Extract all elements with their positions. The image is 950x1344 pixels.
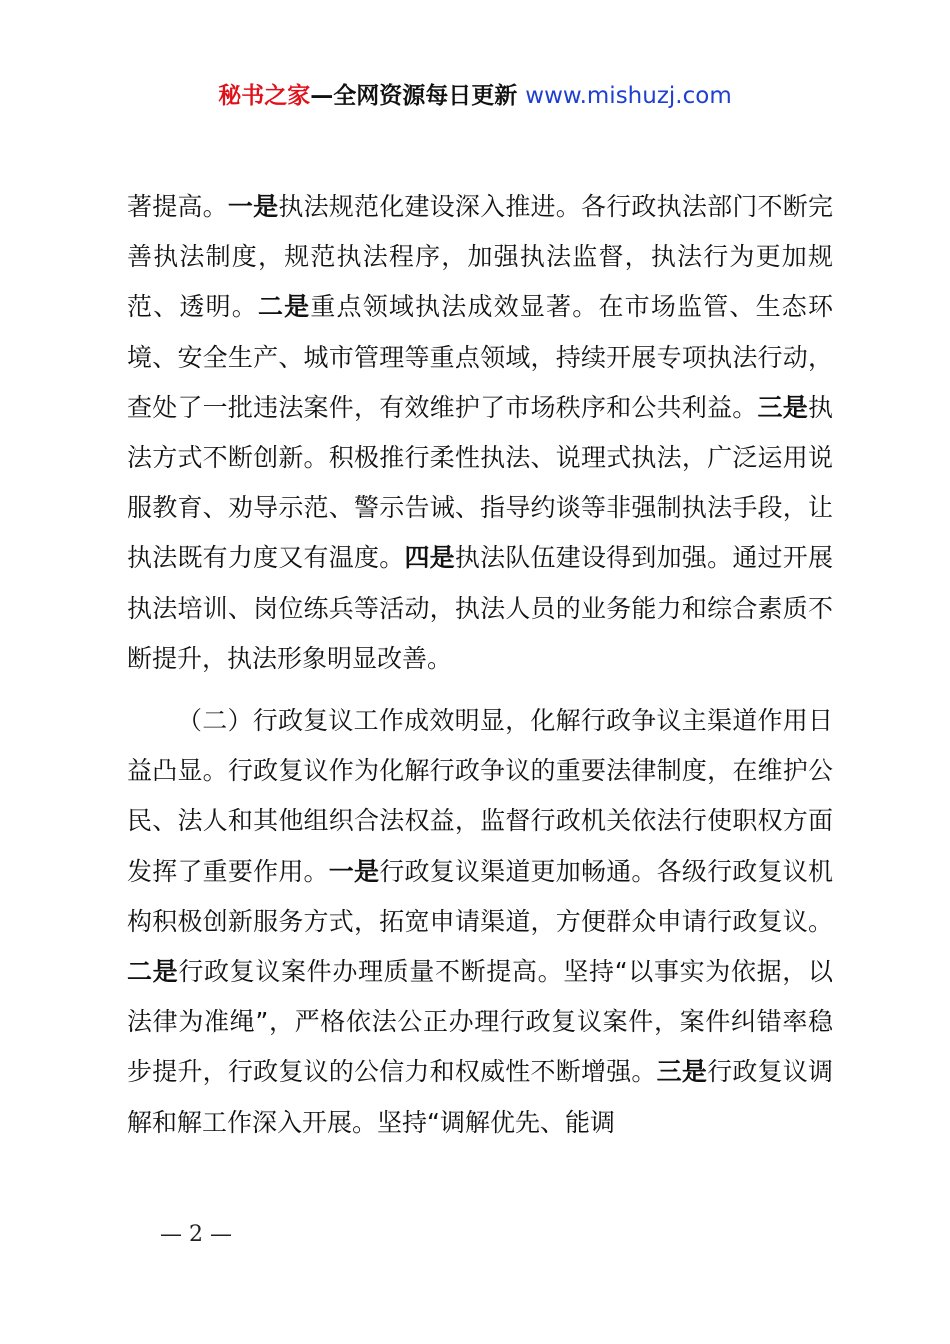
text-run: 执法队伍建设得到加强。通过开展执法培训、岗位练兵等活动，执法人员的业务能力和综合素质不断提升，执法形象明显改善。: [127, 543, 833, 673]
brand-name: 秘书之家: [218, 83, 311, 109]
bold-lead-in: 四是: [404, 543, 455, 573]
banner-slogan: —全网资源每日更新: [310, 83, 526, 109]
page-number: — 2 —: [160, 1222, 232, 1247]
paragraph-2: [127, 696, 833, 1148]
bold-lead-in: 一是: [227, 192, 279, 221]
bold-lead-in: 一是: [328, 856, 380, 886]
text-run: （二）行政复议工作成效明显，化解行政争议主渠道作用日益凸显。行政复议作为化解行政争议的重要法律制度，在维护公民、法人和其他组织合法权益，监督行政机关依法行使职权方面发挥了重要作用。: [127, 706, 833, 886]
bold-lead-in: 二是: [257, 292, 311, 322]
text-run: 行政复议调解和解工作深入开展。坚持“调解优先、能调: [127, 1057, 833, 1137]
bold-lead-in: 三是: [757, 392, 808, 422]
bold-lead-in: 三是: [656, 1057, 708, 1087]
text-run: 著提高。: [127, 192, 228, 221]
text-run: 执法方式不断创新。积极推行柔性执法、说理式执法，广泛运用说服教育、劝导示范、警示告诫、指导约谈等非强制执法手段，让执法既有力度又有温度。: [127, 392, 833, 573]
site-banner: [0, 78, 950, 114]
site-url-link[interactable]: www.mishuzj.com: [525, 83, 732, 109]
bold-lead-in: 二是: [127, 957, 179, 987]
paragraph-1: [127, 182, 833, 684]
text-run: 行政复议渠道更加畅通。各级行政复议机构积极创新服务方式，拓宽申请渠道，方便群众申请行政复议。: [127, 856, 833, 936]
text-run: 执法规范化建设深入推进。各行政执法部门不断完善执法制度，规范执法程序，加强执法监督，执法行为更加规范、透明。: [127, 192, 833, 322]
document-body: [127, 182, 833, 1148]
text-run: 行政复议案件办理质量不断提高。坚持“以事实为依据，以法律为准绳”，严格依法公正办理行政复议案件，案件纠错率稳步提升，行政复议的公信力和权威性不断增强。: [127, 957, 833, 1087]
text-run: 重点领域执法成效显著。在市场监管、生态环境、安全生产、城市管理等重点领域，持续开展专项执法行动，查处了一批违法案件，有效维护了市场秩序和公共利益。: [127, 292, 833, 422]
